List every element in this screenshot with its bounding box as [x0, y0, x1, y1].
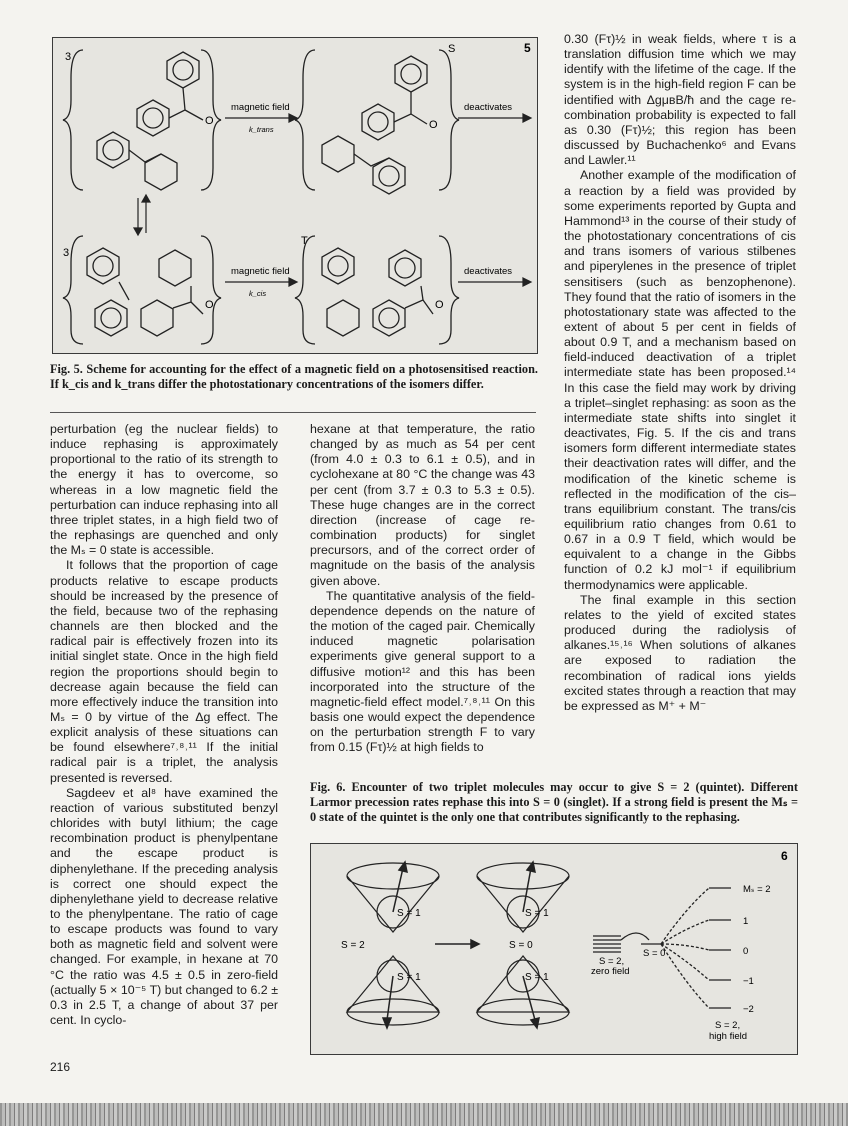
spin-label: S = 1: [397, 908, 421, 919]
paragraph: The quantitative analysis of the field-dependence depends on the nature of the motion of the caged pair. Chemically induced magnetic polarisation experiments give general support to a diffusive motion¹² and this has been incorporated into the structure of the magnetic-field effect model.⁷˒⁸˒¹¹ On this basis one would expect the dependence on the perturbation strength F to vary from 0.15 (Fτ)½ at high fields to: [310, 588, 535, 755]
arrow-label: magnetic field: [231, 102, 290, 113]
spin-label: S = 2: [341, 940, 365, 951]
paragraph: perturbation (eg the nuclear fields) to induce rephasing is approximately proportional to the ratio of its strength to the energy it has to overcome, so whereas in a low magnetic field the perturbation can induce rephasing into all three triplet states, in a high field two of the rephasings are quenched and only the Mₛ = 0 state is accessible.: [50, 422, 278, 558]
paragraph: hexane at that temperature, the ratio changed by as much as 54 per cent (from 4.0 ± 0.3 to 6.1 ± 0.5), and in cyclohexane at 80 °C the change was 43 per cent (from 3.7 ± 0.3 to 5.3 ± 0.5). These huge changes are in the correct direction (increase of cage re-combination products) for singlet precursors, and of the correct order of magnitude on the basis of the analysis given above.: [310, 422, 535, 588]
spin-label: S = 1: [397, 972, 421, 983]
paragraph: The final example in this section relates to the yield of excited states produced during the radiolysis of alkanes.¹⁵˒¹⁶ When solutions of alkanes are exposed to radiation the recombination of radical ions yields excited states through a reaction that may be expressed as M⁺ + M⁻: [564, 592, 796, 713]
paragraph: 0.30 (Fτ)½ in weak fields, where τ is a translation diffusion time which we may identify with the lifetime of the cage. If the system is in the high-field region F can be identified with ΔgμʙB/ħ and the cage re-combination probability is expected to fall as 0.30 (Fτ)½; this region has been discussed by Buchachenko⁶ and Evans and Lawler.¹¹: [564, 32, 796, 168]
rate-constant-label: k_cis: [249, 289, 267, 298]
oxygen-label: O: [205, 115, 214, 127]
oxygen-label: O: [429, 119, 438, 131]
scan-edge: [0, 1103, 848, 1126]
paragraph: Sagdeev et al⁸ have examined the reaction of various substituted benzyl chlorides with butyl lithium; the cage recombination product is phenylpentane and the escape product is diphenylethane. If the preceding analysis is correct one should expect the diphenylethane yield to decrease relative to the phenylpentane. The ratio of cage to escape products was found to vary both as magnetic field and solvent were changed. For example, in hexane at 70 °C the ratio was 4.5 ± 0.5 in zero-field (actually 5 × 10⁻⁵ T) but changed to 6.2 ± 0.3 in 2.5 T, a change of about 37 per cent. In cyclo-: [50, 785, 278, 1028]
rate-constant-label: k_trans: [249, 125, 274, 134]
paragraph: Another example of the modification of a reaction by a field was provided by some experiments reported by Gupta and Hammond¹³ in the course of their study of the photostationary concentrations of cis and trans isomers of various stilbenes and piperylenes in the presence of triplet sensitisers (such as benzophenone). They found that the ratio of isomers in the photostationary state was affected to the extent of about 5 per cent in fields of about 0.9 T, and a mechanism based on field-induced deactivation of a triplet intermediate state has been proposed.¹⁴ In this case the field may work by driving a triplet–singlet rephasing: as soon as the intermediate state shifts into singlet it deactivates, Fig. 5. If the cis and trans isomers form different intermediate states their deactivation rates will differ, and the modification of the kinetic scheme is reflected in the modification of the cis–trans equilibrium constant. The trans/cis equilibrium ratio changes from 0.61 to 0.67 in a 0.9 T field, which would be equivalent to a change in the Gibbs function of 0.2 kJ mol⁻¹ if equilibrium thermodynamics were applicable.: [564, 168, 796, 592]
paragraph: It follows that the proportion of cage products relative to escape products should be increased by the presence of the field, because two of the rephasing channels are then blocked and the radical pair is effectively frozen into its initial singlet state. Once in the high field region the proportions should begin to decrease again because the field can more effectively induce the transition into Mₛ = 0 by virtue of the Δg effect. The explicit analysis of these situations can be found elsewhere⁷˒⁸˒¹¹ If the initial radical pair is a triplet, the analysis presented is reversed.: [50, 558, 278, 785]
spin-label: S = 0: [643, 948, 666, 959]
figure-6: [310, 843, 798, 1055]
arrow-label: deactivates: [464, 102, 513, 113]
high-field-label: S = 2,: [715, 1020, 741, 1031]
spin-label: S = 1: [525, 908, 549, 919]
figure-number: 6: [781, 849, 788, 863]
state-label: S: [448, 43, 456, 55]
ms-level-label: −2: [743, 1004, 754, 1015]
state-label: 3: [65, 51, 72, 63]
oxygen-label: O: [435, 299, 444, 311]
figure-6-diagram: [311, 844, 797, 1054]
state-label: T: [301, 235, 308, 247]
figure-5: [52, 37, 538, 354]
state-label: 3: [63, 247, 70, 259]
arrow-label: deactivates: [464, 266, 513, 277]
high-field-label: high field: [709, 1031, 748, 1042]
figure-number: 5: [524, 41, 531, 55]
page-number: 216: [50, 1060, 71, 1074]
ms-level-label: Mₛ = 2: [743, 884, 771, 895]
spin-label: S = 1: [525, 972, 549, 983]
oxygen-label: O: [205, 299, 214, 311]
spin-label: S = 0: [509, 940, 533, 951]
arrow-label: magnetic field: [231, 266, 290, 277]
text-column-3: [564, 32, 796, 714]
zero-field-label: zero field: [591, 966, 630, 977]
ms-level-label: −1: [743, 976, 754, 987]
divider: [50, 412, 536, 413]
text-column-2: [310, 422, 535, 755]
zero-field-label: S = 2,: [599, 956, 625, 967]
figure-5-caption: Fig. 5. Scheme for accounting for the effect of a magnetic field on a photosensitised reaction. If k_cis and k_trans differ the photostationary concentrations of the isomers differ.: [50, 362, 538, 391]
ms-level-label: 0: [743, 946, 749, 957]
figure-6-caption: Fig. 6. Encounter of two triplet molecules may occur to give S = 2 (quintet). Different Larmor precession rates rephase this into S = 0 (singlet). If a strong field is present the Mₛ = 0 state of the quintet is the only one that contributes significantly to the rephasing.: [310, 780, 798, 824]
ms-level-label: 1: [743, 916, 749, 927]
text-column-1: [50, 422, 278, 1028]
figure-5-scheme: [53, 38, 537, 353]
